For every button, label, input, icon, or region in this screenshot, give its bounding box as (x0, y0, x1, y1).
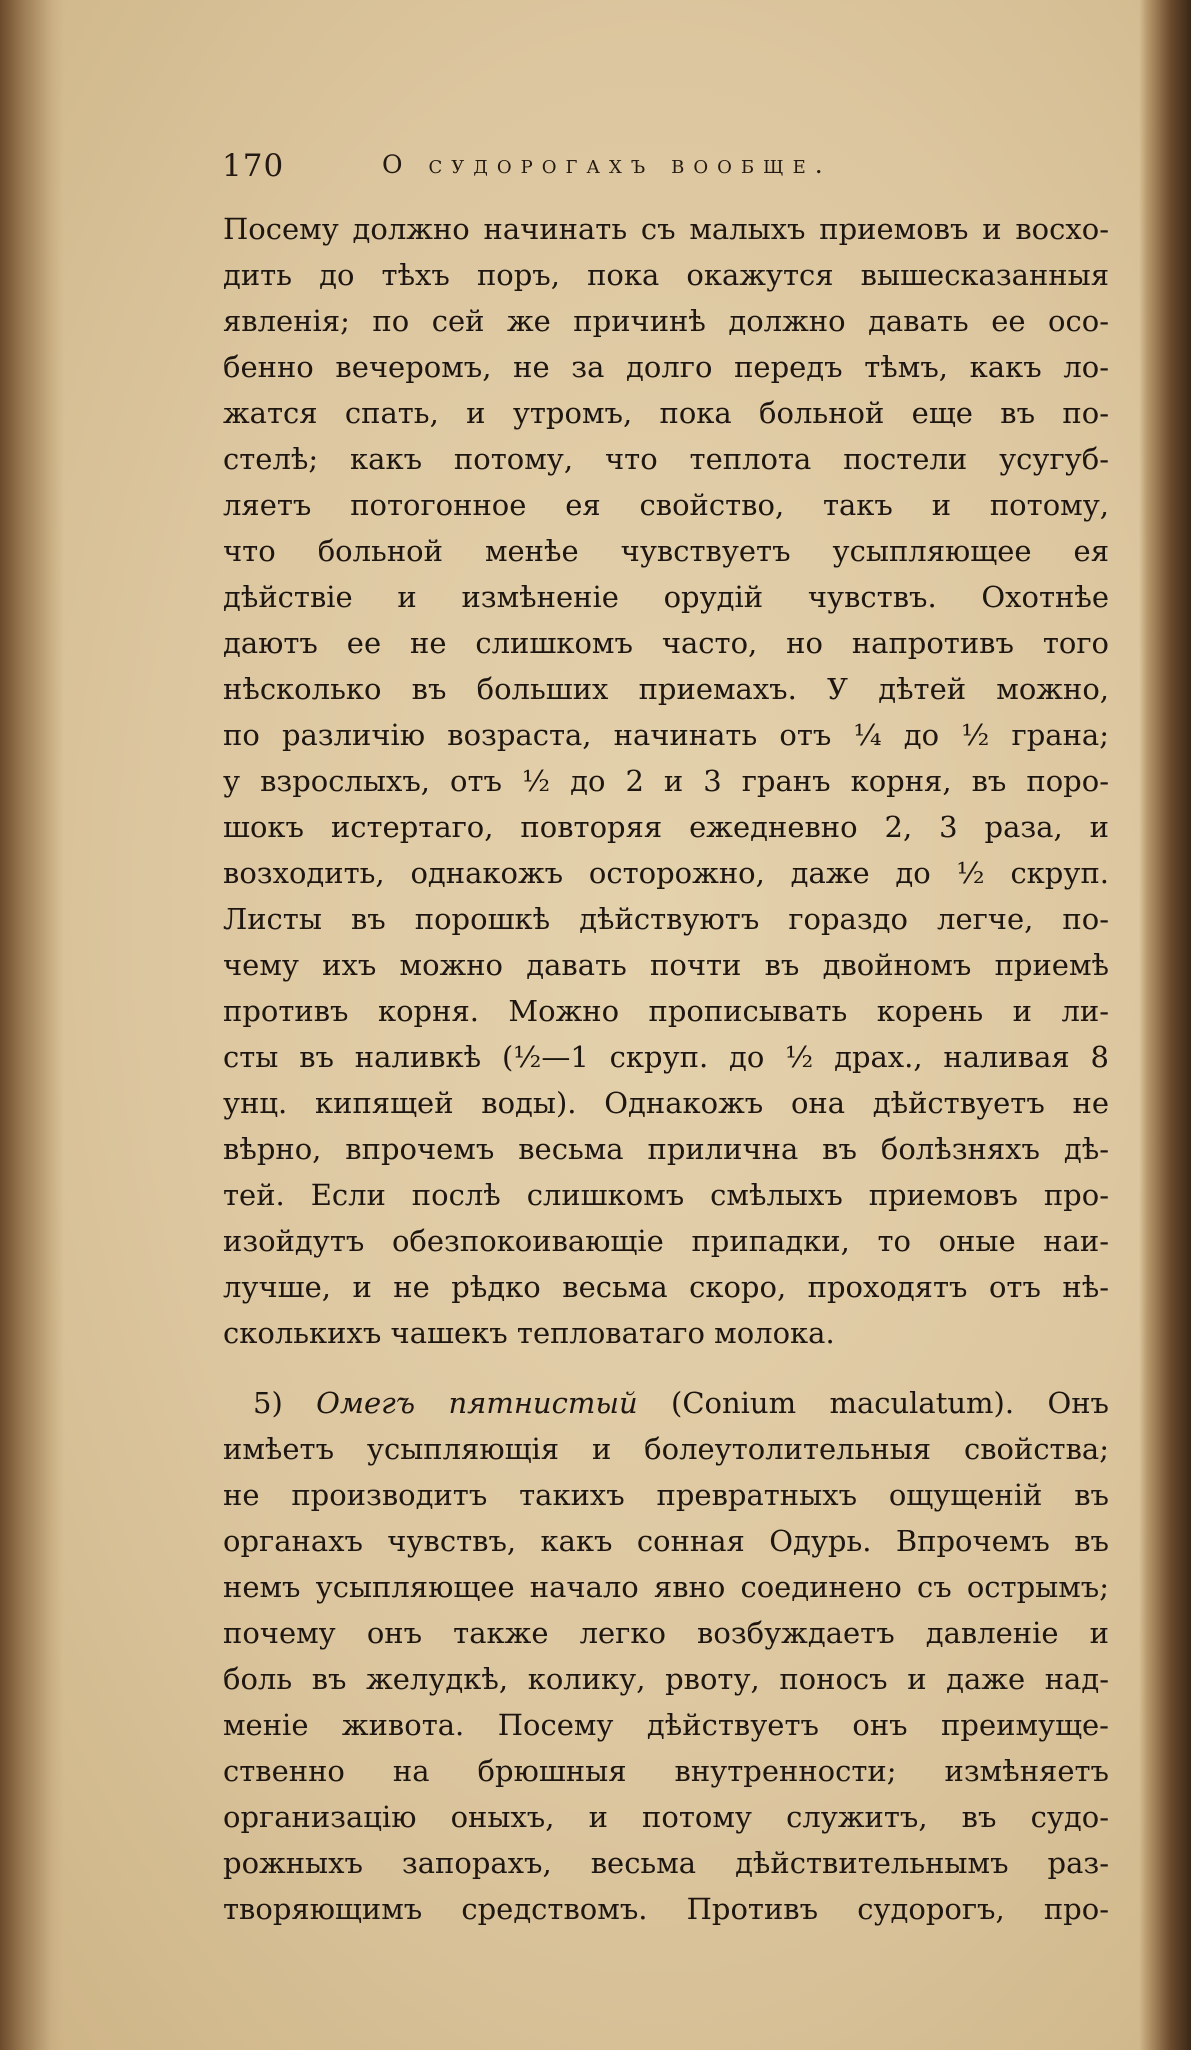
text-line: Посему должно начинать съ малыхъ приемовъ и восхо- (223, 212, 1109, 246)
running-title: О судорогахъ вообще. (382, 150, 832, 179)
text-line: организацію оныхъ, и потому служитъ, въ судо- (223, 1800, 1109, 1834)
plant-name-russian: Омегъ пятнистый (316, 1386, 638, 1420)
text-line: боль въ желудкѣ, колику, рвоту, поносъ и даже над- (223, 1662, 1109, 1696)
text-line: немъ усыпляющее начало явно соединено съ острымъ; (223, 1570, 1109, 1604)
text-line: противъ корня. Можно прописывать корень и ли- (223, 994, 1109, 1028)
text-line: даютъ ее не слишкомъ часто, но напротивъ того (223, 626, 1109, 660)
body-text (223, 206, 1109, 1932)
text-line: явленія; по сей же причинѣ должно давать ее осо- (223, 304, 1109, 338)
plant-name-latin: (Conium maculatum). (671, 1386, 1015, 1420)
text-line: изойдутъ обезпокоивающіе припадки, то оные наи- (223, 1224, 1109, 1258)
text-line: не производитъ такихъ превратныхъ ощущеній въ (223, 1478, 1109, 1512)
page-number: 170 (222, 148, 285, 184)
text-line: органахъ чувствъ, какъ сонная Одурь. Впрочемъ въ (223, 1524, 1109, 1558)
text-line: сты въ наливкѣ (½—1 скруп. до ½ драх., наливая 8 (223, 1040, 1109, 1074)
paragraph-2 (223, 1380, 1109, 1932)
text-line: дить до тѣхъ поръ, пока окажутся вышесказанныя (223, 258, 1109, 292)
page-left-edge (0, 0, 64, 2050)
text-line: бенно вечеромъ, не за долго передъ тѣмъ, какъ ло- (223, 350, 1109, 384)
paragraph-1 (223, 206, 1109, 1356)
text-line: творяющимъ средствомъ. Противъ судорогъ, про- (223, 1892, 1109, 1926)
text-line: ляетъ потогонное ея свойство, такъ и потому, (223, 488, 1109, 522)
text-line: рожныхъ запорахъ, весьма дѣйствительнымъ раз- (223, 1846, 1109, 1880)
text-line: дѣйствіе и измѣненіе орудій чувствъ. Охотнѣе (223, 580, 1109, 614)
text-line: нѣсколько въ больших приемахъ. У дѣтей можно, (223, 672, 1109, 706)
text-line: вѣрно, впрочемъ весьма прилична въ болѣзняхъ дѣ- (223, 1132, 1109, 1166)
text-line: что больной менѣе чувствуетъ усыпляющее ея (223, 534, 1109, 568)
text-line: Листы въ порошкѣ дѣйствуютъ гораздо легче, по- (223, 902, 1109, 936)
text-line: по различію возраста, начинать отъ ¼ до ½ грана; (223, 718, 1109, 752)
text-line: сколькихъ чашекъ тепловатаго молока. (223, 1316, 835, 1350)
text-line: ственно на брюшныя внутренности; измѣняетъ (223, 1754, 1109, 1788)
paragraph-gap (223, 1356, 1109, 1380)
text-line: почему онъ также легко возбуждаетъ давленіе и (223, 1616, 1109, 1650)
text-line: у взрослыхъ, отъ ½ до 2 и 3 гранъ корня, въ поро- (223, 764, 1109, 798)
page-right-edge (1139, 0, 1191, 2050)
paragraph-2-lead-line (223, 1380, 1109, 1426)
text-line: меніе живота. Посему дѣйствуетъ онъ преимуще- (223, 1708, 1109, 1742)
lead-continuation: Онъ (1047, 1386, 1109, 1420)
page-header (222, 148, 922, 192)
text-line: унц. кипящей воды). Однакожъ она дѣйствуетъ не (223, 1086, 1109, 1120)
text-line: шокъ истертаго, повторяя ежедневно 2, 3 раза, и (223, 810, 1109, 844)
text-line: тей. Если послѣ слишкомъ смѣлыхъ приемовъ про- (223, 1178, 1109, 1212)
text-line: лучше, и не рѣдко весьма скоро, проходятъ отъ нѣ- (223, 1270, 1109, 1304)
text-line: чему ихъ можно давать почти въ двойномъ приемѣ (223, 948, 1109, 982)
text-line: стелѣ; какъ потому, что теплота постели усугуб- (223, 442, 1109, 476)
item-number: 5) (253, 1386, 283, 1420)
text-line: имѣетъ усыпляющія и болеутолительныя свойства; (223, 1432, 1109, 1466)
text-line: возходить, однакожъ осторожно, даже до ½ скруп. (223, 856, 1109, 890)
text-line: жатся спать, и утромъ, пока больной еще въ по- (223, 396, 1109, 430)
